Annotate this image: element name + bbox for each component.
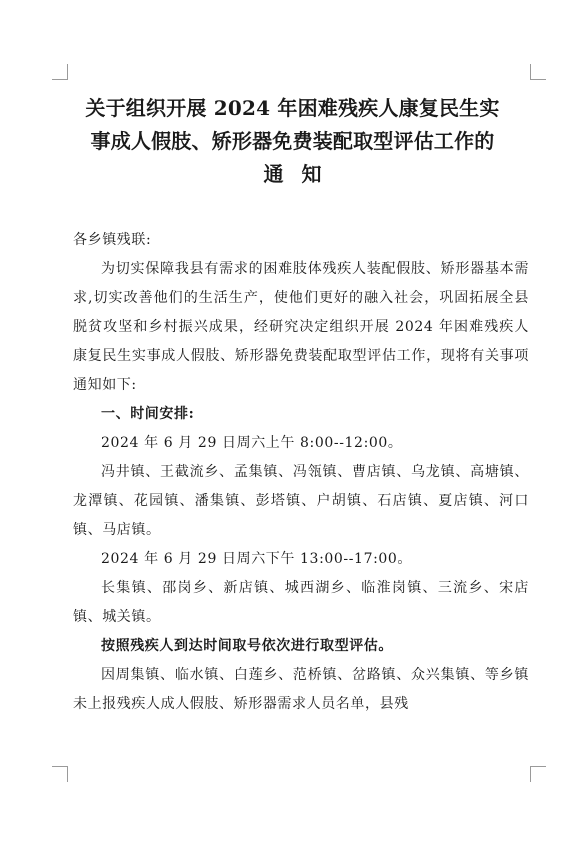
crop-mark-bottom-left-h xyxy=(52,766,68,767)
crop-mark-top-left-h xyxy=(52,79,68,80)
document-body xyxy=(73,226,529,719)
morning-time: 2024 年 6 月 29 日周六上午 8:00--12:00。 xyxy=(101,435,403,451)
title-line-3: 通知 xyxy=(263,162,340,186)
afternoon-towns: 长集镇、邵岗乡、新店镇、城西湖乡、临淮岗镇、三流乡、宋店镇、城关镇。 xyxy=(73,580,529,625)
crop-mark-top-right-v xyxy=(530,64,531,80)
crop-mark-top-right-h xyxy=(530,79,546,80)
afternoon-time: 2024 年 6 月 29 日周六下午 13:00--17:00。 xyxy=(101,551,413,567)
crop-mark-top-left-v xyxy=(67,64,68,80)
morning-towns: 冯井镇、王截流乡、孟集镇、冯瓴镇、曹店镇、乌龙镇、高塘镇、龙潭镇、花园镇、潘集镇、彭塔镇、户胡镇、石店镇、夏店镇、河口镇、马店镇。 xyxy=(73,464,529,538)
order-note: 按照残疾人到达时间取号依次进行取型评估。 xyxy=(101,638,393,654)
intro-paragraph: 为切实保障我县有需求的困难肢体残疾人装配假肢、矫形器基本需求,切实改善他们的生活生产，使他们更好的融入社会，巩固拓展全县脱贫攻坚和乡村振兴成果，经研究决定组织开展 2024 年困难残疾人康复民生实事成人假肢、矫形器免费装配取型评估工作，现将有关事项通知如下: xyxy=(73,261,529,393)
document-title xyxy=(40,92,545,191)
title-line-1: 关于组织开展 2024 年困难残疾人康复民生实 xyxy=(85,96,500,120)
section1-heading: 一、时间安排: xyxy=(101,406,195,422)
title-line-2: 事成人假肢、矫形器免费装配取型评估工作的 xyxy=(90,129,495,153)
crop-mark-bottom-right-h xyxy=(530,766,546,767)
crop-mark-bottom-right-v xyxy=(530,766,531,782)
crop-mark-bottom-left-v xyxy=(67,766,68,782)
salutation: 各乡镇残联: xyxy=(73,232,152,248)
unreported-paragraph: 因周集镇、临水镇、白莲乡、范桥镇、岔路镇、众兴集镇、等乡镇未上报残疾人成人假肢、矫形器需求人员名单，县残 xyxy=(73,667,529,712)
